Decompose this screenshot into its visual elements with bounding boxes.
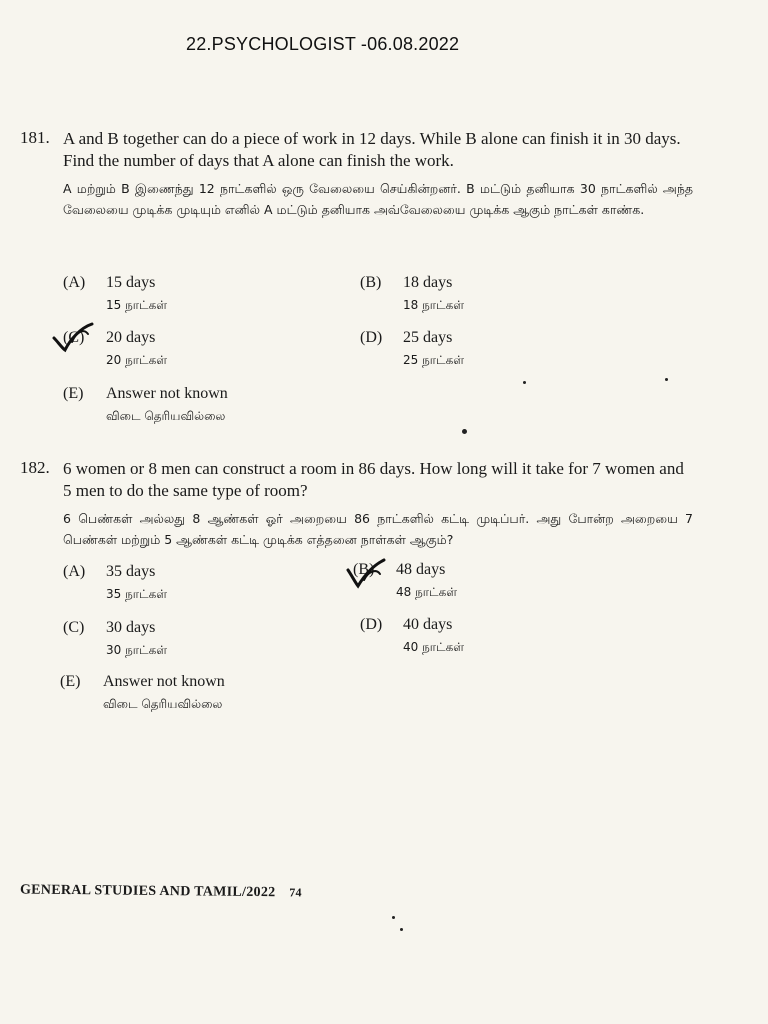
handwritten-tick-icon (50, 318, 100, 356)
page-title: 22.PSYCHOLOGIST -06.08.2022 (186, 34, 460, 54)
question-text: 6 women or 8 men can construct a room in 86 days. How long will it take for 7 women and 5 men to do the same type of room? (63, 459, 684, 500)
option-text: Answer not known (103, 673, 225, 690)
scan-speck (400, 928, 403, 931)
page-footer (20, 883, 302, 902)
option-letter: (D) (360, 616, 383, 633)
option-text: Answer not known (106, 385, 228, 402)
option-text: 25 days (403, 329, 453, 346)
scan-speck (665, 378, 668, 381)
option-text-tamil: 30 நாட்கள் (106, 643, 168, 657)
option-text: 48 days (396, 561, 446, 578)
option-text-tamil: 20 நாட்கள் (106, 353, 168, 367)
option-letter: (B) (353, 561, 375, 578)
option-letter: (A) (63, 274, 86, 291)
option-text-tamil: விடை தெரியவில்லை (106, 409, 226, 423)
scan-speck (392, 916, 395, 919)
option-text-tamil: 18 நாட்கள் (403, 298, 465, 312)
option-text-tamil: 40 நாட்கள் (403, 640, 465, 654)
option-letter: (E) (60, 673, 81, 690)
question-182 (20, 458, 693, 550)
page-number: 74 (289, 885, 302, 900)
option-text-tamil: 25 நாட்கள் (403, 353, 465, 367)
option-text: 18 days (403, 274, 453, 291)
option-text-tamil: 15 நாட்கள் (106, 298, 168, 312)
question-number: 181. (20, 128, 50, 147)
option-text-tamil: விடை தெரியவில்லை (103, 697, 223, 711)
option-text-tamil: 35 நாட்கள் (106, 587, 168, 601)
option-text: 30 days (106, 619, 156, 636)
question-number: 182. (20, 458, 50, 477)
option-letter: (C) (63, 619, 85, 636)
option-letter: (E) (63, 385, 84, 402)
question-text: A and B together can do a piece of work in 12 days. While B alone can finish it in 30 days. Find the number of days that A alone can finish the work. (63, 129, 681, 170)
option-letter: (C) (63, 329, 85, 346)
question-text-tamil: 6 பெண்கள் அல்லது 8 ஆண்கள் ஓர் அறையை 86 நாட்களில் கட்டி முடிப்பர். அது போன்ற அறையை 7 பெண்கள் மற்றும் 5 ஆண்கள் கட்டி முடிக்க எத்தனை நாள்கள் ஆகும்? (63, 511, 693, 547)
option-letter: (A) (63, 563, 86, 580)
question-text-tamil: A மற்றும் B இணைந்து 12 நாட்களில் ஒரு வேலையை செய்கின்றனர். B மட்டும் தனியாக 30 நாட்களில் அந்த வேலையை முடிக்க முடியும் எனில் A மட்டும் தனியாக அவ்வேலையை முடிக்க ஆகும் நாட்கள் காண்க. (63, 181, 693, 217)
scan-speck (523, 381, 526, 384)
question-181 (20, 128, 693, 220)
scan-speck (462, 429, 467, 434)
footer-subject: GENERAL STUDIES AND TAMIL/2022 (19, 882, 276, 901)
option-text-tamil: 48 நாட்கள் (396, 585, 458, 599)
option-letter: (B) (360, 274, 382, 291)
option-text: 20 days (106, 329, 156, 346)
option-letter: (D) (360, 329, 383, 346)
handwritten-tick-icon (344, 556, 394, 592)
option-text: 15 days (106, 274, 156, 291)
option-text: 40 days (403, 616, 453, 633)
option-text: 35 days (106, 563, 156, 580)
